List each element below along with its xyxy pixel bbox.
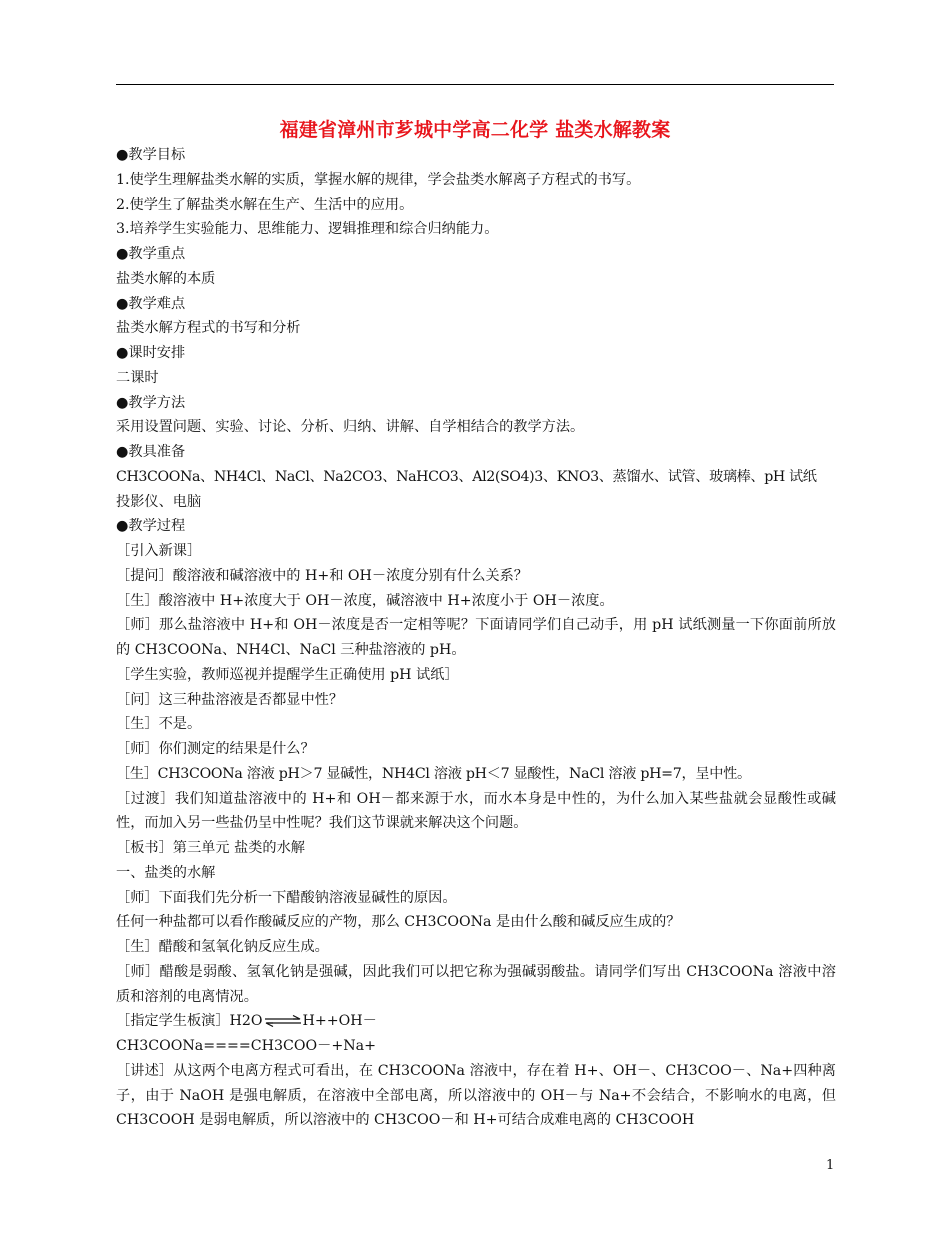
reversible-arrow-icon bbox=[263, 1015, 303, 1027]
paragraph: ［板书］第三单元 盐类的水解 bbox=[116, 840, 305, 856]
paragraph: 二课时 bbox=[116, 369, 159, 386]
paragraph: ［生］不是。 bbox=[116, 716, 202, 733]
paragraph: ［过渡］我们知道盐溶液中的 H+和 OH－都来源于水，而水本身是中性的，为什么加入某些盐就会显酸性或碱性，而加入另一些盐仍呈中性呢？我们这节课就来解决这个问题。 bbox=[116, 790, 836, 832]
equation-suffix: H++OH－ bbox=[302, 1013, 377, 1030]
document-title: 福建省漳州市芗城中学高二化学 盐类水解教案 bbox=[279, 119, 671, 141]
paragraph: ［生］酸溶液中 H+浓度大于 OH－浓度，碱溶液中 H+浓度小于 OH－浓度。 bbox=[116, 592, 614, 609]
paragraph: ［师］下面我们先分析一下醋酸钠溶液显碱性的原因。 bbox=[116, 889, 457, 906]
paragraph: ［师］你们测定的结果是什么？ bbox=[116, 741, 315, 757]
paragraph: 1.使学生理解盐类水解的实质，掌握水解的规律，学会盐类水解离子方程式的书写。 bbox=[116, 171, 641, 188]
paragraph: 一、盐类的水解 bbox=[116, 864, 216, 881]
section-heading: ●教学方法 bbox=[116, 394, 186, 411]
page-number: 1 bbox=[826, 1158, 835, 1173]
paragraph: 采用设置问题、实验、讨论、分析、归纳、讲解、自学相结合的教学方法。 bbox=[116, 419, 585, 436]
document-body bbox=[116, 143, 836, 1133]
paragraph: ［问］这三种盐溶液是否都显中性？ bbox=[116, 691, 344, 708]
paragraph: CH3COONa、NH4Cl、NaCl、Na2CO3、NaHCO3、Al2(SO4)3、KNO3、蒸馏水、试管、玻璃棒、pH 试纸 bbox=[116, 468, 817, 485]
section-heading: ●教学重点 bbox=[116, 246, 186, 262]
paragraph: 盐类水解的本质 bbox=[116, 270, 216, 287]
paragraph: ［讲述］从这两个电离方程式可看出，在 CH3COONa 溶液中，存在着 H+、OH－、CH3COO－、Na+四种离子，由于 NaOH 是强电解质，在溶液中全部电离，所以溶液中的 OH－与 Na+不会结合，不影响水的电离，但 CH3COOH 是弱电解质，所以溶液中的 CH3COO－和 H+可结合成难电离的 CH3COOH bbox=[116, 1062, 836, 1129]
paragraph: ［师］醋酸是弱酸、氢氧化钠是强碱，因此我们可以把它称为强碱弱酸盐。请同学们写出 CH3COONa 溶液中溶质和溶剂的电离情况。 bbox=[116, 963, 836, 1005]
paragraph: ［师］那么盐溶液中 H+和 OH－浓度是否一定相等呢？下面请同学们自己动手，用 pH 试纸测量一下你面前所放的 CH3COONa、NH4Cl、NaCl 三种盐溶液的 pH。 bbox=[116, 617, 836, 658]
paragraph: ［引入新课］ bbox=[116, 543, 202, 559]
paragraph: CH3COONa====CH3COO－+Na+ bbox=[116, 1038, 377, 1054]
paragraph: 任何一种盐都可以看作酸碱反应的产物，那么 CH3COONa 是由什么酸和碱反应生成的？ bbox=[116, 914, 681, 931]
section-heading: ●教学难点 bbox=[116, 295, 186, 312]
equation-prefix: ［指定学生板演］H2O bbox=[116, 1013, 263, 1030]
paragraph: 盐类水解方程式的书写和分析 bbox=[116, 320, 301, 337]
paragraph: ［学生实验，教师巡视并提醒学生正确使用 pH 试纸］ bbox=[116, 666, 459, 683]
paragraph: 投影仪、电脑 bbox=[116, 493, 202, 510]
equation-line bbox=[116, 1009, 836, 1034]
paragraph: ［生］CH3COONa 溶液 pH＞7 显碱性，NH4Cl 溶液 pH＜7 显酸性，NaCl 溶液 pH=7，呈中性。 bbox=[116, 765, 751, 782]
paragraph: 2.使学生了解盐类水解在生产、生活中的应用。 bbox=[116, 196, 414, 213]
paragraph: 3.培养学生实验能力、思维能力、逻辑推理和综合归纳能力。 bbox=[116, 221, 499, 238]
header-rule bbox=[116, 84, 834, 85]
section-heading: ●教具准备 bbox=[116, 444, 186, 460]
section-heading: ●教学过程 bbox=[116, 518, 186, 535]
paragraph: ［生］醋酸和氢氧化钠反应生成。 bbox=[116, 939, 329, 955]
section-heading: ●课时安排 bbox=[116, 345, 186, 361]
paragraph: ［提问］酸溶液和碱溶液中的 H+和 OH－浓度分别有什么关系？ bbox=[116, 567, 528, 584]
section-heading: ●教学目标 bbox=[116, 147, 186, 163]
